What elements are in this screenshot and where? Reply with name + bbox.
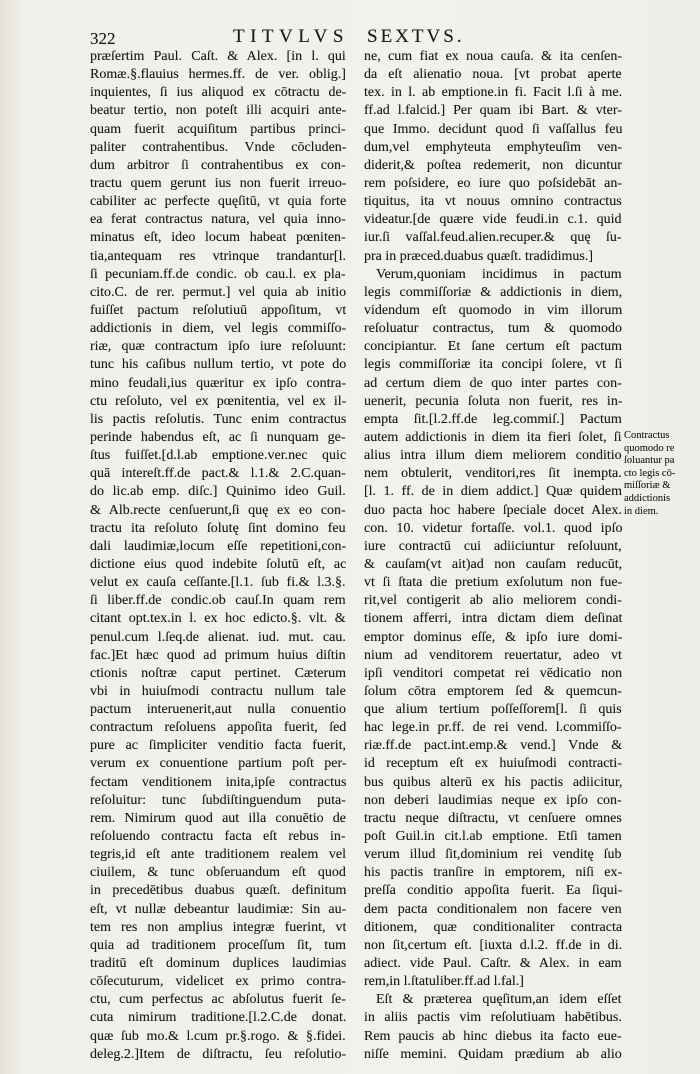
line-text: tegris,id eſt ante traditionem realem vel (90, 847, 346, 863)
text-line (90, 483, 346, 501)
text-line (90, 882, 346, 900)
line-text: ad certum diem de quo inter partes con- (364, 375, 622, 391)
line-text: rem poſsidere, eo iure quo poſsidebāt an- (364, 175, 622, 191)
text-line (364, 356, 622, 374)
line-text: ſi pecuniam.ff.de condic. ob cau.l. ex pla- (90, 266, 346, 282)
line-text: Eſt & præterea quęſitum,an idem eſſet (376, 992, 622, 1008)
line-text: tionem afferri, intra dictam diem deſinat (364, 611, 622, 627)
line-text: autem addictionis in diem ita fieri ſolet, ſi (364, 429, 622, 445)
line-text: uenerit, pecunia ſoluta non fuerit, res in- (364, 393, 622, 409)
line-text: legis commiſſoriæ ita concipi ſolere, vt ſi (364, 357, 622, 373)
text-line (90, 592, 346, 610)
line-text: quam fuerit acquiſitum partibus princi- (90, 121, 346, 137)
line-text: riæ.ff.de pact.int.emp.& vend.] Vnde & (364, 738, 622, 754)
running-title-word: SEXTVS. (367, 26, 465, 47)
line-text: alius intra illum diem meliorem conditio (364, 448, 622, 464)
text-line (90, 338, 346, 356)
line-text: id receptum eſt ex huiuſmodi contracti- (364, 756, 622, 772)
text-line (90, 937, 346, 955)
line-text: rem,in l.ſtatuliber.ff.ad l.fal.] (364, 974, 524, 990)
line-text: penul.cum l.ſeq.de alienat. iud. mut. cau. (90, 629, 346, 645)
line-text: perinde habendus eſt, ac ſi nunquam ge- (90, 429, 346, 445)
line-text: tia,antequam res vtrinque trandantur[l. (90, 248, 346, 264)
text-line (90, 647, 346, 665)
text-line (90, 1009, 346, 1027)
text-line (364, 193, 622, 211)
text-line (90, 846, 346, 864)
line-text: vt ſi ſtata die pretium exſolutum non fue- (364, 575, 622, 591)
line-text: miſſoriæ & (624, 480, 671, 492)
text-line (364, 919, 622, 937)
paragraph (90, 48, 346, 1064)
line-text: nem obtulerit, venditori,res ſit inempta. (364, 466, 622, 482)
text-line (624, 480, 694, 493)
line-text: beatur tertio, non poteſt illi acquiri ante- (90, 103, 346, 119)
line-text: pra in præced.duabus quæſt. tradidimus.] (364, 248, 594, 264)
text-line (364, 774, 622, 792)
text-line (364, 973, 622, 991)
line-text: cōſecuturum, videlicet ex primo contra- (90, 974, 346, 990)
line-text: rit,vel contigerit ab alio meliorem condi- (364, 593, 622, 609)
text-line (364, 901, 622, 919)
line-text: tractu quem gerunt ius non fuerit irreuo- (90, 175, 346, 191)
line-text: velut ex cauſa ceſſante.[l.1. ſub fi.& l.3.§. (90, 575, 346, 591)
text-line (90, 1028, 346, 1046)
text-line (364, 810, 622, 828)
line-text: quæ ſub mo.& l.cum pr.§.rogo. & §.fidei. (90, 1028, 346, 1044)
text-line (364, 828, 622, 846)
line-text: tractu ita reſoluto ſolutę ſint domino feu (90, 520, 346, 536)
text-line (364, 284, 622, 302)
text-line (364, 429, 622, 447)
text-line (364, 610, 622, 628)
text-line (90, 465, 346, 483)
text-line (90, 901, 346, 919)
line-text: verum illud ſit,dominium rei venditę ſub (364, 847, 622, 863)
line-text: pactum interuenerit,aut nulla conuentio (90, 702, 346, 718)
line-text: diderit,& poſtea redemerit, non dicuntur (364, 157, 622, 173)
line-text: que alium tertium poſſeſſorem[l. ſi quis (364, 702, 622, 718)
line-text: reſoluitur: tunc ſubdiſtinguendum puta- (90, 792, 346, 808)
text-line (624, 443, 694, 456)
line-text: dictione eius quod indebite ſolutū eſt, ac (90, 556, 346, 572)
text-line (364, 266, 622, 284)
text-line (364, 846, 622, 864)
line-text: duo pacta hoc habere ſpeciale docet Alex. (364, 502, 622, 518)
line-text: tunc his caſibus nullum tertio, vt pote do (90, 357, 346, 373)
line-text: reſoluendo contractu facta eſt rebus in- (90, 829, 346, 845)
line-text: con. 10. videtur fortaſſe. vol.1. quod ipſo (364, 520, 622, 536)
line-text: his pactis tranſire in emptorem, niſi ex- (364, 865, 622, 881)
line-text: ff.ad l.falcid.] Per quam ibi Bart. & vter- (364, 103, 622, 119)
text-line (90, 502, 346, 520)
text-line (90, 810, 346, 828)
line-text: cabiliter ac perfecte quęſitū, vt quia forte (90, 194, 346, 210)
text-line (624, 493, 694, 506)
line-text: Contractus (624, 430, 670, 441)
line-text: empta ſit.[l.2.ff.de leg.commiſ.] Pactum (364, 411, 622, 427)
line-text: tiquitus, ita vt nouus omnino contractus (364, 194, 622, 210)
text-line (90, 157, 346, 175)
line-text: videatur.[de quære vide feudi.in c.1. quid (364, 212, 622, 228)
text-line (90, 121, 346, 139)
paragraph (364, 991, 622, 1064)
text-line (364, 701, 622, 719)
text-line (364, 302, 622, 320)
text-line (364, 338, 622, 356)
text-line (364, 157, 622, 175)
margin-note (624, 430, 694, 518)
line-text: tractu neque diſtractu, vt cenſuere omnes (364, 810, 622, 826)
text-line (364, 719, 622, 737)
line-text: mino feudali,ius quæritur ex ipſo contra- (90, 375, 346, 391)
text-line (90, 991, 346, 1009)
text-line (364, 955, 622, 973)
line-text: fectam venditionem inita,ipſe contractus (90, 774, 346, 790)
text-line (364, 755, 622, 773)
line-text: emptor dominus eſſe, & ipſo iure domi- (364, 629, 622, 645)
line-text: eſt, vt nullæ debeantur laudimiæ: Sin au- (90, 901, 346, 917)
text-line (90, 574, 346, 592)
line-text: ctionis noſtræ caput pertinet. Cæterum (90, 665, 346, 681)
line-text: verum ex conuentione partium poſt per- (90, 756, 346, 772)
line-text: rem. Nimirum quod aut illa conuētio de (90, 810, 346, 826)
line-text: ſtus fuiſſet.[d.l.ab emptione.ver.nec quic (90, 448, 346, 464)
text-line (364, 48, 622, 66)
line-text: nium ad venditorem reuertatur, adeo vt (364, 647, 622, 663)
line-text: Rem paucis ab hinc diebus ita facto eue- (364, 1028, 622, 1044)
line-text: riæ, quæ contractum ipſo iure reſoluunt: (90, 339, 346, 355)
text-line (90, 48, 346, 66)
text-line (364, 121, 622, 139)
line-text: niſſe memini. Quidam prædium ab alio (364, 1046, 622, 1062)
line-text: cuta nimirum traditione.[l.2.C.de donat. (90, 1010, 346, 1026)
line-text: ſi liber.ff.de condic.ob cauſ.In quam rem (90, 593, 346, 609)
text-line (90, 973, 346, 991)
text-line (624, 455, 694, 468)
line-text: & Alb.recte cenſuerunt,ſi quę ex eo con- (90, 502, 346, 518)
text-line (90, 538, 346, 556)
text-line (90, 84, 346, 102)
text-line (90, 302, 346, 320)
text-line (364, 447, 622, 465)
text-line (364, 647, 622, 665)
line-text: ſoluantur pa (624, 455, 675, 467)
text-line (364, 411, 622, 429)
line-text: non ſit,certum eſt. [iuxta d.l.2. ff.de in di. (364, 937, 622, 953)
text-line (364, 84, 622, 102)
line-text: videndum eſt quomodo in vim illorum (364, 302, 622, 318)
line-text: Verum,quoniam incidimus in pactum (376, 266, 622, 282)
text-line (364, 683, 622, 701)
right-column (364, 48, 622, 1064)
text-line (90, 774, 346, 792)
line-text: reſoluatur contractus, tum & quomodo (364, 321, 622, 337)
text-line (364, 502, 622, 520)
line-text: in aliis pactis vim reſolutiuam habētibus. (364, 1010, 622, 1026)
text-line (364, 465, 622, 483)
text-line (90, 447, 346, 465)
line-text: deleg.2.]Item de diſtractu, ſeu reſolutio- (90, 1046, 346, 1062)
line-text: [l. 1. ff. de in diem addict.] Quæ quidem (364, 484, 622, 500)
text-line (364, 102, 622, 120)
text-line (90, 139, 346, 157)
line-text: cto legis cō- (624, 467, 676, 479)
text-line (364, 665, 622, 683)
line-text: traditū eſt dominum duplices laudimias (90, 956, 346, 972)
line-text: non deberi laudimias neque ex ipſo con- (364, 792, 622, 808)
line-text: ſolum cōtra emptorem ſed & quemcun- (364, 683, 622, 699)
line-text: addictionis (624, 492, 671, 504)
text-line (90, 175, 346, 193)
text-line (364, 882, 622, 900)
text-line (90, 792, 346, 810)
line-text: fac.]Et hæc quod ad primum huius diſtin (90, 647, 346, 663)
text-line (90, 375, 346, 393)
text-line (90, 356, 346, 374)
line-text: inquientes, ſi ius aliquod ex cōtractu de- (90, 85, 346, 101)
left-column (90, 48, 346, 1064)
text-line (90, 1046, 346, 1064)
text-line (90, 919, 346, 937)
line-text: iure contractū cui adiiciuntur reſoluunt, (364, 538, 622, 554)
paragraph (364, 266, 622, 992)
line-text: fuiſſet pactum reſolutiuū appoſitum, vt (90, 302, 346, 318)
text-line (90, 248, 346, 266)
text-line (364, 737, 622, 755)
line-text: contractum reſoluens appoſita fuerit, ſed (90, 720, 346, 736)
line-text: ea ferat contractus natura, vel quia inno- (90, 212, 346, 228)
line-text: præſertim Paul. Caſt. & Alex. [in l. qui (90, 49, 346, 64)
line-text: & cauſam(vt ait)ad non cauſam reducūt, (364, 556, 622, 572)
line-text: poſt Guil.in cit.l.ab emptione. Etſi tamen (364, 829, 622, 845)
text-line (364, 864, 622, 882)
line-text: ctu reſoluto, vel ex pœnitentia, vel ex il- (90, 393, 346, 409)
line-text: Romæ.§.flauius hermes.ff. de ver. oblig.] (90, 67, 346, 83)
line-text: ctu, cum perfectus ac abſolutus fuerit ſe- (90, 992, 346, 1008)
text-line (90, 229, 346, 247)
text-line (364, 629, 622, 647)
line-text: ipſi venditori competat rei vēdicatio non (364, 665, 622, 681)
text-line (364, 229, 622, 247)
line-text: ciuilem, & tunc obſeruandum eſt quod (90, 865, 346, 881)
text-line (364, 175, 622, 193)
line-text: dum,vel emphyteuta emphyteuſim ven- (364, 139, 622, 155)
text-line (364, 211, 622, 229)
running-title-word: TITVLVS (233, 26, 349, 47)
line-text: que Immo. decidunt quod ſi vaſſallus feu (364, 121, 622, 137)
line-text: tem res non amplius integræ fuerint, vt (90, 919, 346, 935)
line-text: quomodo re (624, 442, 675, 454)
page-number: 322 (90, 29, 116, 48)
text-line (90, 102, 346, 120)
line-text: ne, cum fiat ex noua cauſa. & ita cenſen- (364, 49, 622, 64)
text-line (90, 520, 346, 538)
text-line (90, 393, 346, 411)
text-line (90, 320, 346, 338)
text-line (364, 937, 622, 955)
line-text: iur.ſi vaſſal.feud.alien.recuper.& quę ſu- (364, 230, 622, 246)
text-line (364, 320, 622, 338)
text-line (624, 468, 694, 481)
line-text: lis pactis reſolutis. Tunc enim contractus (90, 411, 346, 427)
text-line (90, 665, 346, 683)
text-line (364, 139, 622, 157)
text-line (624, 430, 694, 443)
text-line (90, 701, 346, 719)
text-line (90, 284, 346, 302)
line-text: adiect. vide Paul. Caſtr. & Alex. in eam (364, 956, 622, 972)
text-line (364, 520, 622, 538)
line-text: dali laudimiæ,locum eſſe repetitioni,con- (90, 538, 346, 554)
text-line (364, 556, 622, 574)
text-line (364, 248, 622, 266)
text-line (90, 955, 346, 973)
text-line (364, 483, 622, 501)
line-text: legis commiſſoriæ & addictionis in diem, (364, 284, 622, 300)
line-text: paliter contrahentibus. Vnde cōcluden- (90, 139, 346, 155)
paragraph (364, 48, 622, 266)
text-line (364, 66, 622, 84)
line-text: do lic.ab emp. diſc.] Quinimo ideo Guil. (90, 484, 346, 500)
line-text: tex. in l. ab emptione.in fi. Facit l.ſi à me. (364, 85, 622, 101)
text-line (364, 574, 622, 592)
text-line (90, 411, 346, 429)
text-line (90, 683, 346, 701)
text-line (364, 375, 622, 393)
text-line (364, 1046, 622, 1064)
line-text: dum arbitror ſi contrahentibus ex con- (90, 157, 346, 173)
text-line (90, 828, 346, 846)
line-text: preſſa conditio appoſita fuerit. Ea ſiqui- (364, 883, 622, 899)
text-line (364, 393, 622, 411)
line-text: pure ac ſimpliciter venditio facta fuerit, (90, 738, 346, 754)
text-line (364, 538, 622, 556)
text-line (90, 737, 346, 755)
text-line (90, 429, 346, 447)
text-line (90, 193, 346, 211)
text-line (364, 792, 622, 810)
line-text: quā intereſt.ff.de pact.& l.1.& 2.C.quan- (90, 466, 346, 482)
text-line (90, 211, 346, 229)
line-text: bus quibus alterū ex his pactis adiicitur, (364, 774, 622, 790)
text-line (90, 266, 346, 284)
text-line (90, 556, 346, 574)
line-text: citant opt.tex.in l. ex hoc edicto.§. vlt. & (90, 611, 346, 627)
text-line (90, 610, 346, 628)
text-line (90, 755, 346, 773)
text-line (90, 66, 346, 84)
line-text: quia ad traditionem proceſſum ſit, tum (90, 937, 346, 953)
line-text: in precedētibus duabus quæſt. definitum (90, 883, 346, 899)
line-text: in diem. (624, 505, 659, 517)
line-text: da eſt alienatio noua. [vt probat aperte (364, 67, 622, 83)
text-line (90, 629, 346, 647)
text-line (90, 719, 346, 737)
line-text: minatus eſt, ideo locum habeat pœniten- (90, 230, 346, 246)
line-text: addictionis in diem, vel legis commiſſo- (90, 321, 346, 337)
text-line (624, 506, 694, 519)
line-text: hac lege.in pr.ff. de rei vend. l.commiſſo- (364, 720, 622, 736)
line-text: cito.C. de rer. permut.] vel quia ab initio (90, 284, 346, 300)
line-text: dem pacta conditionalem non facere ven (364, 901, 622, 917)
text-line (364, 1028, 622, 1046)
line-text: ditionem, quæ conditionaliter contracta (364, 919, 622, 935)
text-line (364, 592, 622, 610)
line-text: vbi in huiuſmodi contractu nullum tale (90, 683, 346, 699)
text-line (364, 1009, 622, 1027)
text-line (90, 864, 346, 882)
line-text: concipiantur. Et ſane certum eſt pactum (364, 339, 622, 355)
text-line (364, 991, 622, 1009)
